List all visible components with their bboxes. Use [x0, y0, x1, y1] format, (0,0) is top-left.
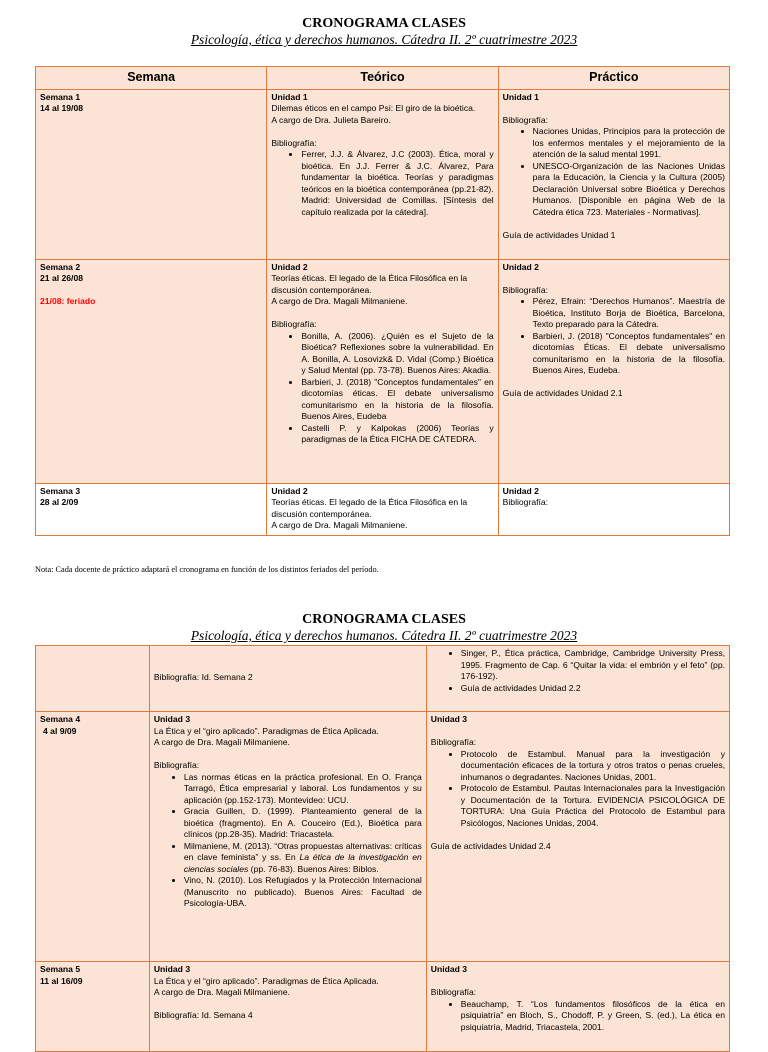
bibliography-list: [271, 331, 493, 446]
week-cell: [36, 483, 267, 535]
footnote: Nota: Cada docente de práctico adaptará el cronograma en función de los distintos feriados del período.: [35, 565, 379, 574]
bibliography-item: • Las normas éticas en la práctica profesional. En O. França Tarragó, Ética empresarial y laboral. Los fundamentos y su aplicación (pp.152-173). Montevideo: UCU.: [184, 772, 422, 807]
page-title: CRONOGRAMA CLASES: [302, 16, 466, 31]
week-name: Semana 2: [40, 261, 81, 272]
topic-line: La Ética y el “giro aplicado”. Paradigmas de Ética Aplicada.: [153, 975, 379, 986]
bibliography-item: • Barbieri, J. (2018) "Conceptos fundamentales" en dicotomías Éticas. El debate universalismo comunitarismo en la historia de la filosofía. Buenos Aires, Eudeba.: [533, 331, 725, 377]
holiday-note: 21/08: feriado: [40, 295, 96, 306]
teorico-cell: [267, 89, 498, 259]
bibliography-list: [154, 772, 422, 910]
bibliography-item: [184, 841, 422, 876]
practico-cell: [426, 712, 729, 962]
bibliography-item: • Pérez, Efrain: “Derechos Humanos”. Maestría de Bioética, Instituto Borja de Bioética, Barcelona, Texto preparado para la Cátedra.: [533, 296, 725, 331]
practico-cell: [498, 259, 729, 483]
week-name: Semana 5: [40, 964, 81, 974]
bibliography-label: Bibliografía:: [502, 284, 549, 295]
unit-label: Unidad 3: [153, 714, 191, 724]
week-cell: [36, 646, 150, 712]
week-dates: 14 al 19/08: [40, 103, 84, 113]
bibliography-label: Bibliografía:: [430, 987, 477, 997]
bibliography-item: • Naciones Unidas, Principios para la protección de los enfermos mentales y el mejoramiento de la atención de la salud mental 1991.: [533, 126, 725, 161]
bibliography-label: Bibliografía:: [430, 737, 477, 747]
teorico-cell: [267, 259, 498, 483]
table-row: [36, 712, 730, 962]
unit-label: Unidad 3: [430, 714, 468, 724]
topic-line: Teorías éticas. El legado de la Ética Filosófica en la discusión contemporánea.: [271, 273, 468, 295]
bibliography-label: Bibliografía:: [271, 137, 317, 148]
topic-line: La Ética y el “giro aplicado”. Paradigmas de Ética Aplicada.: [153, 725, 379, 736]
lecturer-line: A cargo de Dra. Magali Milmaniene.: [153, 987, 290, 997]
week-name: Semana 4: [40, 714, 81, 724]
page-subtitle: Psicología, ética y derechos humanos. Cátedra II. 2º cuatrimestre 2023: [190, 32, 578, 47]
week-cell: [36, 259, 267, 483]
lecturer-line: A cargo de Dra. Magali Milmaniene.: [153, 737, 290, 747]
bib-text: (pp. 76-83). Buenos Aires: Biblos.: [248, 863, 379, 874]
col-header-semana: Semana: [36, 67, 267, 90]
bibliography-item: • Singer, P., Ética práctica, Cambridge, Cambridge University Press, 1995. Fragmento de Cap. 6 “Quitar la vida: el embrión y el feto” (pp. 176-192).: [461, 648, 725, 683]
bibliography-item: • Beauchamp, T. “Los fundamentos filosóficos de la ética en psiquiatría” en Bloch, S., Chodoff, P. y Green, S. (ed.), La ética en psiquiatría, Madrid, Triacastela, 2001.: [461, 999, 725, 1034]
page-subtitle: Psicología, ética y derechos humanos. Cátedra II. 2º cuatrimestre 2023: [190, 628, 578, 643]
bibliography-item: • Guía de actividades Unidad 2.2: [461, 683, 725, 695]
week-cell: [36, 962, 150, 1052]
teorico-cell: [267, 483, 498, 535]
week-dates: 21 al 26/08: [40, 273, 84, 283]
week-dates: 4 al 9/09: [43, 725, 77, 736]
bibliography-ref: Bibliografía: Id. Semana 2: [153, 672, 253, 683]
practico-cell: [498, 89, 729, 259]
bibliography-label: Bibliografía:: [502, 114, 549, 125]
bib-text: Milmaniene, M. (2013). “Otras propuestas alternativas: críticas en clave feminista” y ss. En: [183, 840, 422, 862]
bibliography-item: • Protocolo de Estambul. Pautas Internacionales para la Investigación y Documentación de la Tortura. EVIDENCIA PSICOLÓGICA DE TORTURA: Una Guía Práctica del Protocolo de Estambul para Psicólogos, Naciones Unidas, 2004.: [461, 783, 725, 829]
bibliography-item: • Barbieri, J. (2018) "Conceptos fundamentales" en dicotomías éticas. El debate universalismo comunitarismo en la historia de la filosofía. Buenos Aires, Eudeba: [301, 377, 493, 423]
unit-label: Unidad 2: [502, 261, 539, 272]
practico-cell: [498, 483, 729, 535]
week-dates: 28 al 2/09: [40, 497, 79, 507]
table-row: [36, 646, 730, 712]
unit-label: Unidad 2: [271, 485, 308, 496]
schedule-table-1: [35, 66, 730, 536]
bibliography-label: Bibliografía:: [271, 319, 317, 329]
bibliography-list: [431, 999, 725, 1034]
lecturer-line: A cargo de Dra. Magali Milmaniene.: [271, 520, 408, 530]
bib-book-title: La ética de la investigación en ciencias sociales: [183, 852, 422, 874]
unit-label: Unidad 2: [271, 261, 308, 272]
unit-label: Unidad 1: [502, 91, 539, 102]
week-cell: [36, 712, 150, 962]
bibliography-list: [431, 648, 725, 694]
bibliography-ref: Bibliografía: Id. Semana 4: [153, 1010, 253, 1020]
bibliography-item: • Ferrer, J.J. & Álvarez, J.C (2003). Ética, moral y bioética. En J.J. Ferrer & J.C. Álvarez, Para fundamentar la bioética. Teorías y paradigmas teóricos en la bioética contemporánea (pp.21-82). Madrid: Universidad de Comillas. [Síntesis del capítulo realizada por la cátedra].: [301, 149, 493, 218]
bibliography-item: • Protocolo de Estambul. Manual para la investigación y documentación eficaces de la tortura y otros tratos o penas crueles, inhumanos o degradantes. Naciones Unidas, 2001.: [461, 749, 725, 784]
bibliography-item: • Gracia Guillen, D. (1999). Planteamiento general de la bioética (fragmento). En A. Couceiro (Ed.), Bioética para clínicos (pp.28-35). Madrid: Triacastela.: [184, 806, 422, 841]
bibliography-item: • UNESCO-Organización de las Naciones Unidas para la Educación, la Ciencia y la Cultura (2005) Declaración Universal sobre Bioética y Derechos Humanos. [Disponible en página Web de la Cátedra ética 723. Materiales - Normativas].: [533, 161, 725, 219]
activity-guide: Guía de actividades Unidad 2.1: [502, 388, 623, 398]
activity-guide: Guía de actividades Unidad 2.4: [430, 840, 551, 851]
activity-guide: Guía de actividades Unidad 1: [502, 229, 616, 240]
unit-label: Unidad 2: [502, 485, 539, 496]
topic-line: Dilemas éticos en el campo Psi: El giro de la bioética.: [271, 103, 476, 113]
bibliography-item: • Castelli P. y Kalpokas (2006) Teorías y paradigmas de la Ética FICHA DE CÁTEDRA.: [301, 423, 493, 446]
unit-label: Unidad 1: [271, 91, 308, 102]
teorico-cell: [149, 712, 426, 962]
schedule-table-2: [35, 645, 730, 1052]
lecturer-line: A cargo de Dra. Julieta Bareiro.: [271, 114, 391, 125]
bibliography-label: Bibliografía:: [502, 497, 549, 507]
teorico-cell: [149, 962, 426, 1052]
week-name: Semana 3: [40, 485, 81, 496]
table-row: [36, 962, 730, 1052]
week-name: Semana 1: [40, 91, 81, 102]
page-header-1: [0, 16, 768, 48]
page-title: CRONOGRAMA CLASES: [302, 612, 466, 627]
col-header-teorico: Teórico: [267, 67, 498, 90]
teorico-cell: [149, 646, 426, 712]
bibliography-list: [503, 126, 725, 218]
week-cell: [36, 89, 267, 259]
bibliography-item: • Bonilla, A. (2006). ¿Quién es el Sujeto de la Bioética? Reflexiones sobre la vulnerabilidad. En A. Bonilla, A. Losovizk& D. Vidal (Comp.) Bioética y Salud Mental (pp. 73-78). Buenos Aires: Akadia.: [301, 331, 493, 377]
table-header-row: [36, 67, 730, 90]
unit-label: Unidad 3: [430, 964, 468, 974]
lecturer-line: A cargo de Dra. Magali Milmaniene.: [271, 296, 408, 306]
bibliography-item: • Vino, N. (2010). Los Refugiados y la Protección Internacional (Manuscrito no publicado). Buenos Aires: Facultad de Psicología-UBA.: [184, 875, 422, 910]
practico-cell: [426, 646, 729, 712]
topic-line: Teorías éticas. El legado de la Ética Filosófica en la discusión contemporánea.: [271, 497, 468, 519]
col-header-practico: Práctico: [498, 67, 729, 90]
bibliography-label: Bibliografía:: [153, 760, 200, 770]
bibliography-list: [503, 296, 725, 377]
page-header-2: [0, 612, 768, 644]
practico-cell: [426, 962, 729, 1052]
bibliography-list: [271, 149, 493, 218]
table-row: [36, 89, 730, 259]
table-row: [36, 259, 730, 483]
bibliography-list: [431, 749, 725, 830]
table-row: [36, 483, 730, 535]
unit-label: Unidad 3: [153, 964, 191, 974]
week-dates: 11 al 16/09: [40, 975, 83, 986]
